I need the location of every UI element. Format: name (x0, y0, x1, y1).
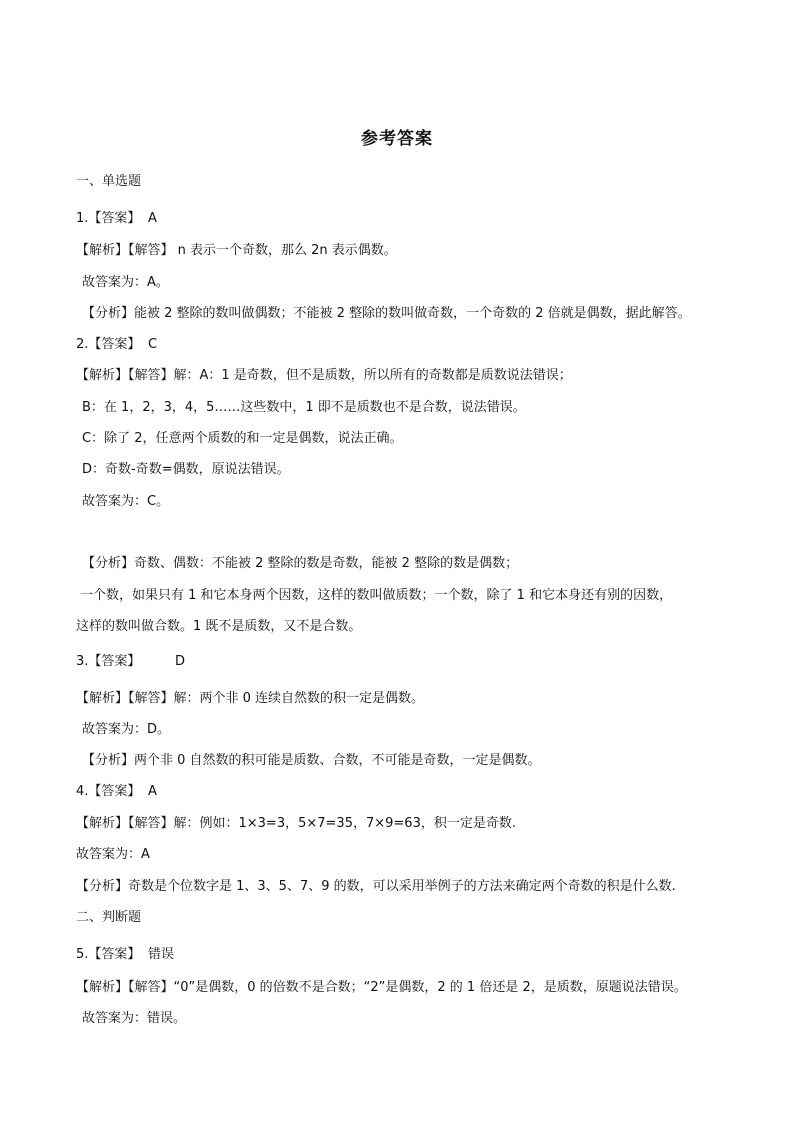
q4-analysis: 【分析】奇数是个位数字是 1、3、5、7、9 的数，可以采用举例子的方法来确定两个奇数的积是什么数. (76, 879, 676, 894)
q4-explanation: 【解析】【解答】解：例如：1×3=3，5×7=35，7×9=63，积一定是奇数. (76, 816, 516, 831)
q4-answer-label: 4.【答案】 (76, 784, 141, 799)
q3-answer-value: D (175, 654, 186, 669)
q3-answer-label: 3.【答案】 (76, 654, 141, 669)
q5-conclusion: 故答案为：错误。 (82, 1011, 187, 1026)
section-heading-true-false: 二、判断题 (76, 910, 142, 925)
q1-answer-value: A (148, 211, 157, 226)
section-heading-single-choice: 一、单选题 (76, 174, 142, 189)
q2-analysis-1: 【分析】奇数、偶数：不能被 2 整除的数是奇数，能被 2 整除的数是偶数； (82, 556, 519, 571)
q5-answer-label: 5.【答案】 (76, 947, 141, 962)
q2-analysis-2: 一个数，如果只有 1 和它本身两个因数，这样的数叫做质数；一个数，除了 1 和它本身还有别的因数， (80, 588, 673, 603)
q1-analysis: 【分析】能被 2 整除的数叫做偶数；不能被 2 整除的数叫做奇数，一个奇数的 2 倍就是偶数，据此解答。 (82, 306, 691, 321)
q5-explanation: 【解析】【解答】“0”是偶数，0 的倍数不是合数；“2”是偶数，2 的 1 倍还是 2，是质数，原题说法错误。 (76, 980, 687, 995)
page-title: 参考答案 (361, 129, 433, 149)
q4-conclusion: 故答案为：A (76, 847, 150, 862)
q3-conclusion: 故答案为：D。 (82, 722, 171, 737)
q1-answer-label: 1.【答案】 (76, 211, 141, 226)
q4-answer-value: A (148, 784, 157, 799)
q2-answer-label: 2.【答案】 (76, 337, 141, 352)
q1-conclusion: 故答案为：A。 (82, 275, 169, 290)
q2-answer-value: C (148, 337, 158, 352)
q2-analysis-3: 这样的数叫做合数。1 既不是质数，又不是合数。 (76, 619, 362, 634)
q2-explanation: 【解析】【解答】解：A：1 是奇数，但不是质数，所以所有的奇数都是质数说法错误； (76, 368, 572, 383)
q2-option-c: C：除了 2，任意两个质数的和一定是偶数，说法正确。 (82, 431, 403, 446)
q3-explanation: 【解析】【解答】解：两个非 0 连续自然数的积一定是偶数。 (76, 691, 425, 706)
q3-analysis: 【分析】两个非 0 自然数的积可能是质数、合数，不可能是奇数，一定是偶数。 (82, 753, 541, 768)
q5-answer-value: 错误 (148, 947, 175, 962)
q2-option-d: D：奇数-奇数=偶数，原说法错误。 (82, 462, 290, 477)
q1-explanation: 【解析】【解答】 n 表示一个奇数，那么 2n 表示偶数。 (76, 243, 397, 258)
q2-option-b: B：在 1，2，3，4，5……这些数中，1 即不是质数也不是合数，说法错误。 (82, 400, 526, 415)
q2-conclusion: 故答案为：C。 (82, 494, 170, 509)
